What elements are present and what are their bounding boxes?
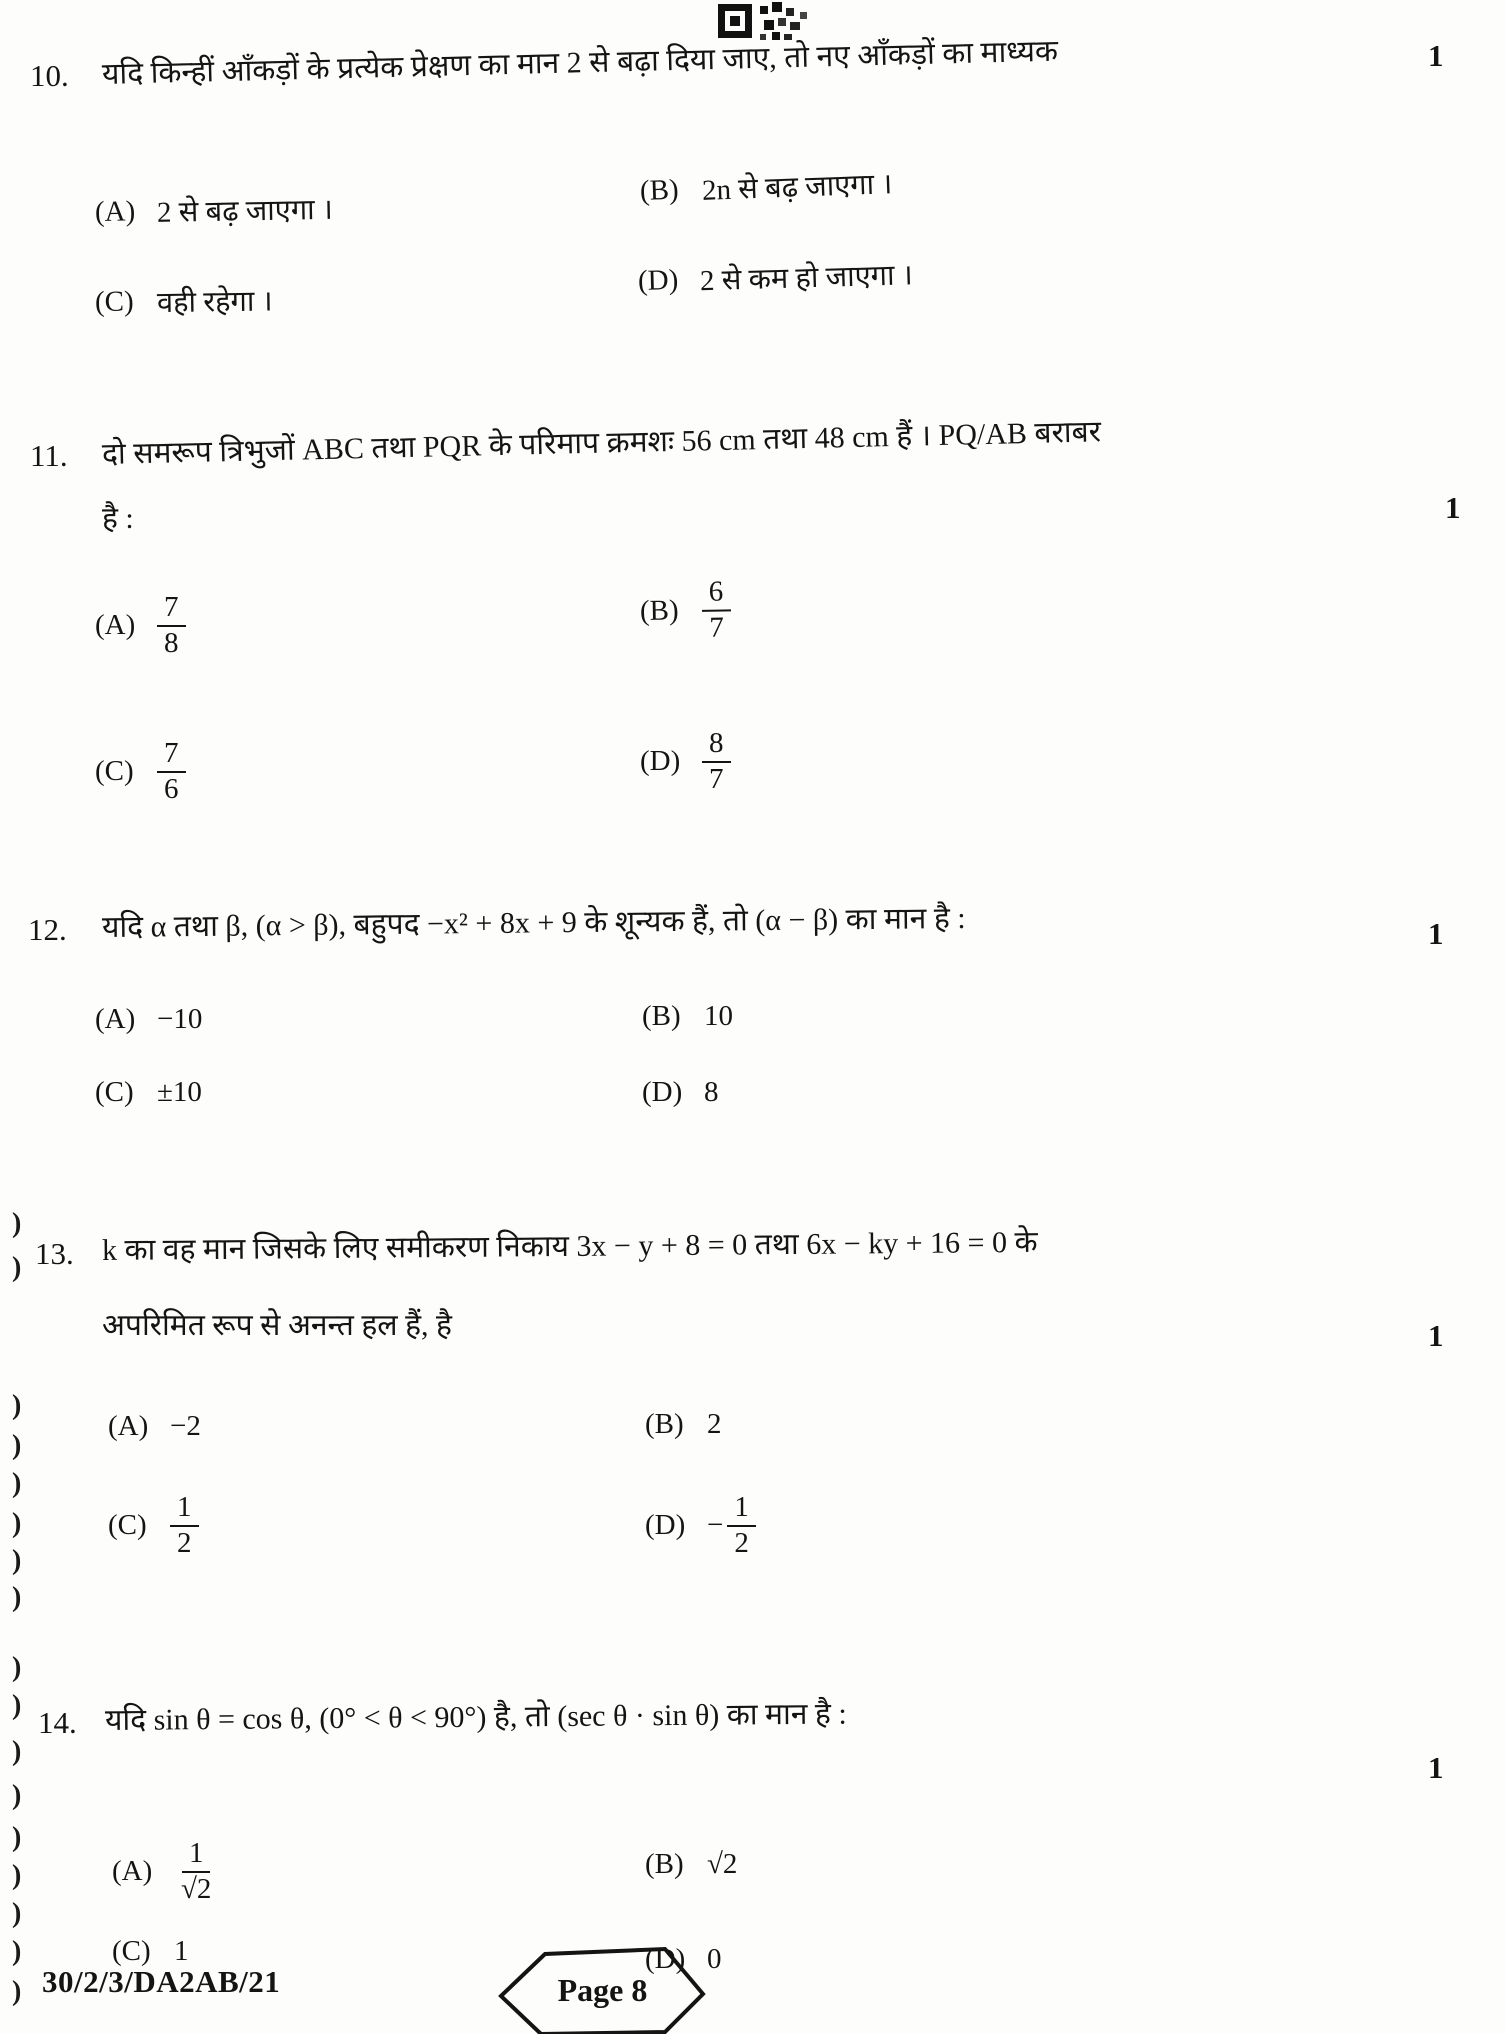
option-label: (A) [108,1410,149,1442]
option-label: (A) [112,1855,153,1888]
option-d [645,1492,756,1560]
binding-mark: ) [12,1690,22,1721]
question-number: 13. [35,1236,74,1271]
binding-mark: ) [12,1652,22,1683]
option-value: ±10 [157,1076,202,1108]
option-value: 8 [704,1076,719,1108]
question-text: यदि sin θ = cos θ, (0° < θ < 90°) है, तो (sec θ · sin θ) का मान है : [104,1697,847,1737]
option-label: (C) [108,1509,147,1542]
option-label: (D) [645,1943,686,1975]
option-a [108,1410,201,1443]
binding-mark: ) [12,1390,22,1421]
fraction [170,1492,199,1560]
option-b [645,1848,737,1881]
binding-mark: ) [12,1976,22,2007]
binding-mark: ) [12,1545,22,1576]
option-c [95,738,186,806]
binding-mark: ) [12,1860,22,1891]
option-a [112,1838,218,1906]
fraction-denominator: 8 [164,626,179,659]
binding-mark: ) [12,1508,22,1539]
binding-mark: ) [12,1582,22,1613]
fraction-numerator: 7 [157,738,186,773]
question-number: 10. [30,58,69,93]
option-value: 2 [707,1408,722,1440]
fraction-denominator: √2 [181,1872,212,1905]
option-b [639,576,731,645]
option-value: वही रहेगा । [156,285,273,320]
fraction [727,1492,756,1560]
marks-badge: 1 [1428,1318,1444,1353]
option-label: (D) [642,1076,683,1108]
option-label: (A) [95,1003,136,1035]
option-value: 1 [174,1935,189,1967]
fraction [174,1838,218,1906]
fraction-numerator: 8 [702,728,731,763]
fraction [157,592,186,660]
option-c [95,281,273,322]
question-number: 11. [30,438,68,473]
binding-mark: ) [12,1208,22,1239]
option-value: −10 [157,1003,203,1035]
fraction [157,738,186,806]
fraction-numerator: 1 [182,1838,211,1873]
option-label: (B) [642,1000,681,1032]
fraction-denominator: 7 [709,611,725,644]
option-b [639,163,893,211]
fraction-denominator: 2 [734,1526,749,1559]
minus-sign: − [707,1509,724,1542]
binding-mark: ) [12,1936,22,1967]
option-label: (D) [637,263,679,297]
option-b [645,1408,722,1441]
option-value: 10 [704,1000,733,1032]
option-value: 2 से कम हो जाएगा । [699,259,914,298]
option-a [95,592,186,660]
fraction-numerator: 7 [157,592,186,627]
option-label: (C) [95,755,134,788]
fraction-numerator: 6 [701,576,730,611]
paper-code: 30/2/3/DA2AB/21 [42,1964,281,1999]
option-value: −2 [170,1410,201,1442]
option-value: √2 [707,1848,738,1880]
option-d [640,728,731,796]
option-label: (B) [645,1848,684,1880]
option-label: (D) [640,745,681,778]
binding-mark: ) [12,1822,22,1853]
question-text: है : [102,502,134,535]
marks-badge: 1 [1428,38,1444,73]
question-text: अपरिमित रूप से अनन्त हल हैं, है [102,1309,452,1342]
question-text: यदि किन्हीं आँकड़ों के प्रत्येक प्रेक्षण का मान 2 से बढ़ा दिया जाए, तो नए आँकड़ों का माध्यक [101,34,1059,91]
fraction-numerator: 1 [727,1492,756,1527]
fraction [701,576,731,644]
question-number: 14. [38,1705,77,1740]
option-value: 2n से बढ़ जाएगा । [701,168,893,207]
fraction-denominator: 6 [164,772,179,805]
option-d [642,1076,719,1109]
binding-mark: ) [12,1736,22,1767]
option-label: (B) [639,594,679,628]
question-text: k का वह मान जिसके लिए समीकरण निकाय 3x − y + 8 = 0 तथा 6x − ky + 16 = 0 के [101,1225,1038,1267]
option-label: (C) [94,285,134,318]
binding-mark: ) [12,1430,22,1461]
marks-badge: 1 [1428,916,1444,951]
option-label: (B) [639,173,680,207]
option-label: (D) [645,1509,686,1542]
question-text: यदि α तथा β, (α > β), बहुपद −x² + 8x + 9 के शून्यक हैं, तो (α − β) का मान है : [101,901,966,944]
question-text: दो समरूप त्रिभुजों ABC तथा PQR के परिमाप क्रमशः 56 cm तथा 48 cm हैं । PQ/AB बराबर [101,415,1102,471]
binding-mark: ) [12,1468,22,1499]
option-d [637,254,913,301]
binding-mark: ) [12,1252,22,1283]
binding-mark: ) [12,1898,22,1929]
option-label: (A) [95,609,136,642]
option-value: 0 [707,1943,722,1975]
option-a [95,189,334,232]
option-label: (B) [645,1408,684,1440]
option-c [108,1492,199,1560]
question-number: 12. [28,912,67,947]
marks-badge: 1 [1428,1750,1444,1785]
option-value: 2 से बढ़ जाएगा । [156,193,334,229]
option-label: (C) [95,1076,134,1108]
option-b [642,1000,733,1033]
marks-badge: 1 [1445,490,1461,525]
fraction-denominator: 2 [177,1526,192,1559]
option-a [95,1003,202,1036]
option-c [95,1076,202,1109]
page-number-label: Page 8 [557,1972,648,2008]
binding-mark: ) [12,1780,22,1811]
fraction [702,728,731,796]
fraction-numerator: 1 [170,1492,199,1527]
fraction-denominator: 7 [709,762,724,795]
option-label: (A) [94,195,136,228]
option-label: (C) [112,1935,151,1967]
page-number-badge [495,1944,710,2034]
